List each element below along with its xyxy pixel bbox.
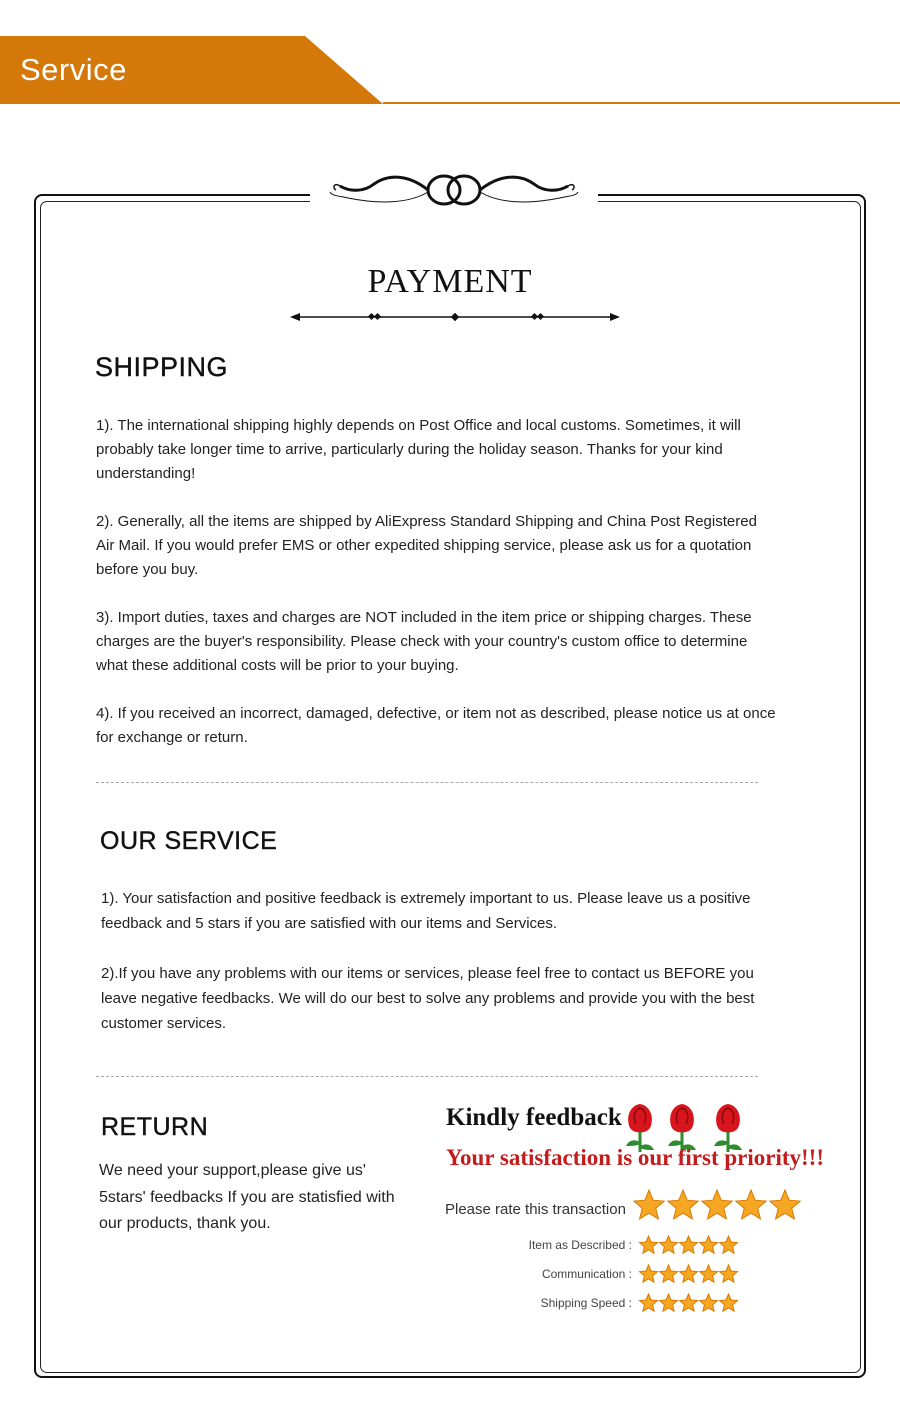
service-item-2: 2).If you have any problems with our items or services, please feel free to contact us BEFORE you leave negative feedbacks. We will do our best to solve any problems and provide you with the best customer services.	[101, 965, 755, 1032]
star-icon[interactable]	[660, 1294, 678, 1311]
star-icon[interactable]	[700, 1294, 718, 1311]
star-icon[interactable]	[720, 1294, 738, 1311]
star-icon[interactable]	[720, 1236, 738, 1253]
rating-label-item-described: Item as Described :	[528, 1238, 632, 1252]
star-icon[interactable]	[680, 1294, 698, 1311]
star-icon[interactable]	[640, 1294, 658, 1311]
rate-transaction-stars[interactable]	[632, 1189, 804, 1227]
section-divider	[96, 782, 758, 783]
shipping-item-4: 4). If you received an incorrect, damaged, defective, or item not as described, please notice us at once for exchange or return.	[96, 705, 776, 746]
rate-transaction-label: Please rate this transaction	[445, 1201, 626, 1218]
star-icon[interactable]	[640, 1236, 658, 1253]
flourish-ornament	[328, 170, 580, 210]
shipping-title: SHIPPING	[95, 352, 229, 382]
communication-stars[interactable]	[638, 1264, 740, 1286]
satisfaction-priority-text: Your satisfaction is our first priority!!!	[446, 1145, 824, 1170]
shipping-item-3: 3). Import duties, taxes and charges are NOT included in the item price or shipping charges. These charges are the buyer's responsibility. Please check with your country's custom office to determine what these additional costs will be prior to your buying.	[96, 609, 752, 674]
rating-label-communication: Communication :	[541, 1267, 632, 1281]
shipping-item-1: 1). The international shipping highly depends on Post Office and local customs. Sometimes, it will probably take longer time to arrive, particularly during the holiday season. Thanks for your kind understanding!	[96, 417, 741, 482]
our-service-title: OUR SERVICE	[100, 827, 278, 855]
section-divider	[96, 1076, 758, 1077]
star-icon[interactable]	[660, 1236, 678, 1253]
item-described-stars[interactable]	[638, 1235, 740, 1257]
star-icon[interactable]	[668, 1190, 698, 1219]
star-icon[interactable]	[700, 1265, 718, 1282]
star-icon[interactable]	[680, 1265, 698, 1282]
shipping-item-2: 2). Generally, all the items are shipped by AliExpress Standard Shipping and China Post Registered Air Mail. If you would prefer EMS or other expedited shipping service, please ask us for a quotation before you buy.	[96, 513, 757, 578]
service-item-1: 1). Your satisfaction and positive feedback is extremely important to us. Please leave us a positive feedback and 5 stars if you are satisfied with our items and Services.	[101, 890, 751, 932]
return-title: RETURN	[101, 1113, 209, 1141]
rating-label-shipping-speed: Shipping Speed :	[540, 1296, 632, 1310]
shipping-speed-stars[interactable]	[638, 1293, 740, 1315]
payment-heading: PAYMENT	[367, 263, 533, 300]
service-banner	[0, 0, 900, 110]
star-icon[interactable]	[660, 1265, 678, 1282]
banner-title: Service	[20, 52, 127, 87]
star-icon[interactable]	[634, 1190, 664, 1219]
star-icon[interactable]	[700, 1236, 718, 1253]
star-icon[interactable]	[702, 1190, 732, 1219]
return-text: We need your support,please give us' 5stars' feedbacks If you are statisfied with our products, thank you.	[99, 1162, 395, 1232]
star-icon[interactable]	[720, 1265, 738, 1282]
star-icon[interactable]	[640, 1265, 658, 1282]
star-icon[interactable]	[770, 1190, 800, 1219]
payment-divider	[290, 309, 620, 325]
star-icon[interactable]	[736, 1190, 766, 1219]
kindly-feedback-heading: Kindly feedback	[446, 1104, 622, 1131]
star-icon[interactable]	[680, 1236, 698, 1253]
